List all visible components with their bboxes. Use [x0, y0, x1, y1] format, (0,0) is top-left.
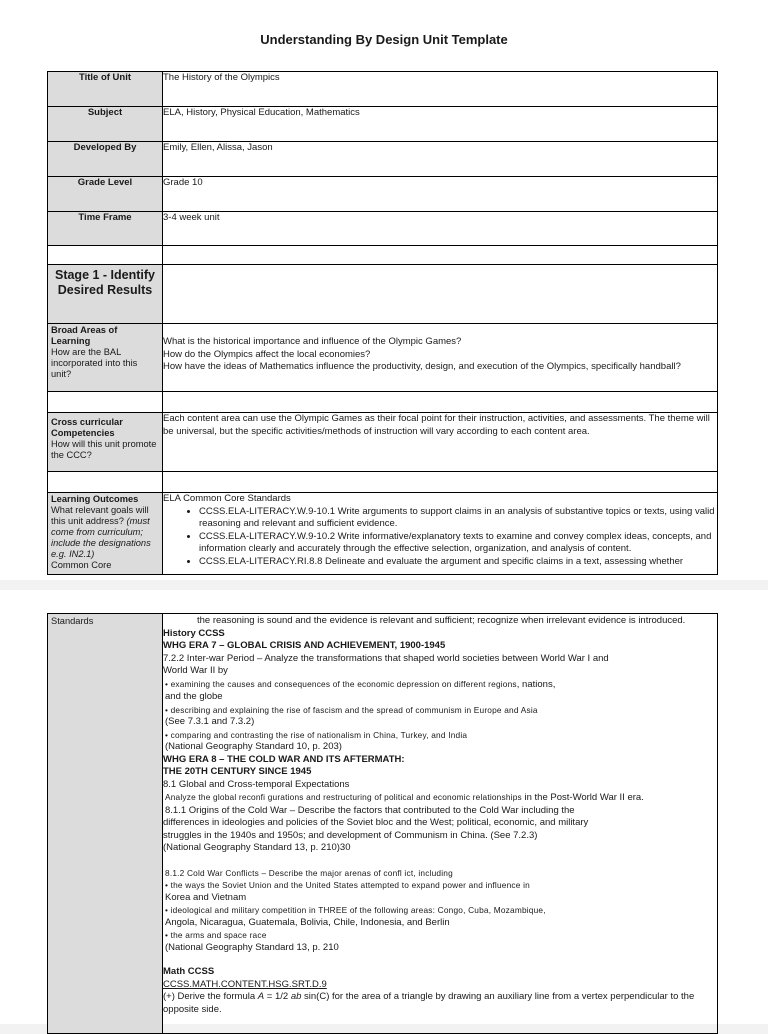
outcomes-heading: Learning Outcomes — [51, 494, 139, 504]
ccc-text: Each content area can use the Olympic Games as their focal point for their instruction, activities, and assessments. The theme will be universal, but the specific activities/methods of instruction will vary according to each content area. — [163, 413, 718, 472]
standard-8-1-1-cont: struggles in the 1940s and 1950s; and development of Communism in China. (See 7.2.3) — [163, 829, 538, 841]
outcomes-note: (must come from curriculum; include the designations e.g. IN2.1) — [51, 516, 151, 559]
ccc-prompt: How will this unit promote the CCC? — [51, 439, 157, 460]
row-stage-1 — [48, 265, 718, 324]
era-8-heading: WHG ERA 8 – THE COLD WAR AND ITS AFTERMATH: — [163, 753, 405, 765]
value-developed-by: Emily, Ellen, Alissa, Jason — [163, 142, 718, 177]
row-ccc — [48, 413, 718, 472]
ela-standard-item: • CCSS.ELA-LITERACY.W.9-10.2 Write informative/explanatory texts to examine and convey complex ideas, concepts, and information clearly and accurately through the effective selection, organization, and analysis of content. — [199, 531, 717, 556]
ela-standards-list — [163, 506, 717, 569]
cold-war-bullet: • the ways the Soviet Union and the United States attempted to expand power and influence in — [165, 880, 530, 890]
ela-standard-item: • CCSS.ELA-LITERACY.W.9-10.1 Write arguments to support claims in an analysis of substantive topics or texts, using valid reasoning and relevant and sufficient evidence. — [199, 506, 717, 531]
outcomes-prompt: What relevant goals will this unit address? — [51, 505, 149, 526]
label-grade-level: Grade Level — [77, 177, 133, 188]
stage-1-heading: Stage 1 - Identify Desired Results — [54, 268, 156, 297]
math-standard-text: (+) Derive the formula A = 1/2 ab sin(C) for the area of a triangle by drawing an auxiliary line from a vertex perpendicular to the — [163, 991, 695, 1002]
row-blank-3 — [48, 472, 718, 493]
standards-content — [163, 614, 718, 1034]
standards-table — [47, 613, 718, 1034]
ccc-heading: Cross curricular Competencies — [51, 417, 123, 438]
standard-7-2-2: 7.2.2 Inter-war Period – Analyze the transformations that shaped world societies between World War I and — [163, 652, 609, 664]
bal-question-2: How do the Olympics affect the local economies? — [163, 348, 371, 360]
era-7-reference: (National Geography Standard 10, p. 203) — [165, 741, 342, 752]
continued-text: the reasoning is sound and the evidence is relevant and sufficient; recognize when irrelevant evidence is introduced. — [197, 615, 686, 626]
value-time-frame: 3-4 week unit — [163, 212, 718, 246]
value-title-of-unit: The History of the Olympics — [163, 72, 718, 107]
row-time-frame — [48, 212, 718, 246]
row-blank-1 — [48, 246, 718, 265]
label-title-of-unit: Title of Unit — [78, 72, 132, 83]
era-7-bullet: • comparing and contrasting the rise of nationalism in China, Turkey, and India — [165, 729, 468, 740]
era-7-bullet: • describing and explaining the rise of fascism and the spread of communism in Europe and Asia — [165, 704, 538, 715]
cold-war-bullet: • ideological and military competition in THREE of the following areas: Congo, Cuba, Mozambique, — [165, 905, 546, 915]
cold-war-reference: (National Geography Standard 13, p. 210 — [165, 941, 339, 953]
label-subject: Subject — [87, 107, 123, 118]
row-subject — [48, 107, 718, 142]
era-7-heading: WHG ERA 7 – GLOBAL CRISIS AND ACHIEVEMENT, 1900-1945 — [163, 640, 446, 651]
standard-8-1-text: Analyze the global reconfi gurations and restructuring of political and economic relationships — [165, 792, 522, 802]
standard-8-1-1: 8.1.1 Origins of the Cold War – Describe the factors that contributed to the Cold War including the — [165, 804, 575, 816]
era-7-bullet-cont: and the globe — [165, 691, 223, 702]
row-title-of-unit — [48, 72, 718, 107]
ela-standard-item: • CCSS.ELA-LITERACY.RI.8.8 Delineate and evaluate the argument and specific claims in a text, assessing whether — [199, 556, 717, 569]
standard-8-1-2: 8.1.2 Cold War Conflicts – Describe the major arenas of confl ict, including — [165, 867, 453, 878]
math-heading: Math CCSS — [163, 966, 215, 977]
cold-war-bullet-cont: Angola, Nicaragua, Guatemala, Bolivia, Chile, Indonesia, and Berlin — [165, 916, 450, 928]
ela-heading: ELA Common Core Standards — [163, 493, 291, 504]
standard-7-2-2-cont: World War II by — [163, 665, 228, 676]
era-7-bullet-tail: , nations, — [516, 678, 556, 690]
label-developed-by: Developed By — [73, 142, 137, 153]
era-8-subheading: THE 20TH CENTURY SINCE 1945 — [163, 766, 312, 777]
row-grade-level — [48, 177, 718, 212]
row-standards — [48, 614, 718, 1034]
history-heading: History CCSS — [163, 627, 225, 639]
row-developed-by — [48, 142, 718, 177]
cold-war-bullet: • the arms and space race — [165, 930, 267, 940]
label-time-frame: Time Frame — [78, 212, 132, 223]
standards-label: Standards — [51, 616, 94, 626]
era-7-reference: (See 7.3.1 and 7.3.2) — [165, 716, 255, 727]
page-2 — [0, 590, 768, 1024]
value-subject: ELA, History, Physical Education, Mathematics — [163, 107, 718, 142]
document-title: Understanding By Design Unit Template — [260, 32, 508, 47]
standard-8-1-1-cont: differences in ideologies and policies of the Soviet bloc and the West; political, economic, and military — [163, 817, 589, 828]
math-standard-link[interactable]: CCSS.MATH.CONTENT.HSG.SRT.D.9 — [163, 978, 327, 990]
outcomes-label-tail: Common Core — [51, 560, 112, 570]
value-grade-level: Grade 10 — [163, 177, 718, 212]
bal-question-3: How have the ideas of Mathematics influence the productivity, design, and execution of the Olympics, specifically handball? — [163, 361, 681, 372]
standard-8-1-1-reference: (National Geography Standard 13, p. 210)30 — [163, 842, 351, 853]
standard-8-1: 8.1 Global and Cross-temporal Expectations — [163, 778, 350, 790]
bal-question-1: What is the historical importance and influence of the Olympic Games? — [163, 336, 462, 347]
unit-template-table — [47, 71, 718, 575]
row-blank-2 — [48, 392, 718, 413]
math-standard-text-cont: opposite side. — [163, 1003, 222, 1015]
row-bal — [48, 324, 718, 392]
era-7-bullet: • examining the causes and consequences of the economic depression on different regions — [165, 678, 517, 689]
bal-prompt: How are the BAL incorporated into this unit? — [51, 347, 138, 379]
bal-heading: Broad Areas of Learning — [51, 325, 118, 346]
standard-8-1-text-tail: in the Post-World War II era. — [521, 792, 644, 803]
cold-war-bullet-cont: Korea and Vietnam — [165, 891, 247, 903]
row-learning-outcomes — [48, 493, 718, 575]
